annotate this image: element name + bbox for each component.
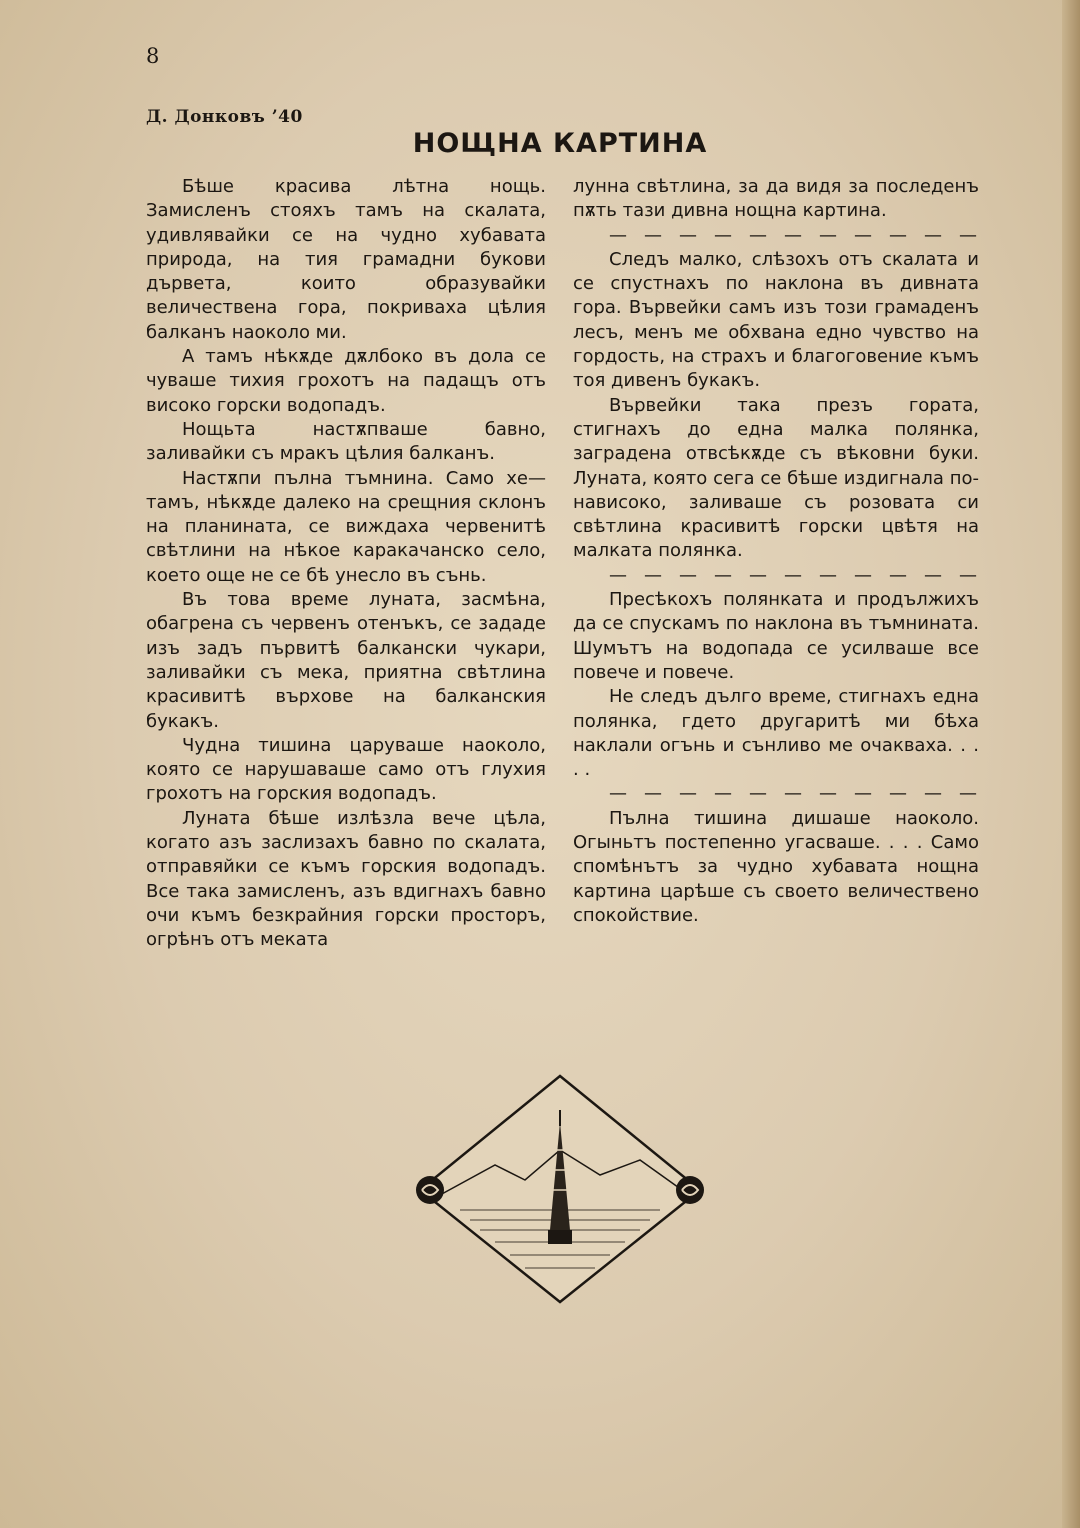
paragraph: Луната бѣше излѣзла вече цѣла, когато азъ заслизахъ бавно по скалата, отправяйки се къмъ горския водопадъ. Все така замисленъ, азъ вдигнахъ бавно очи къмъ безкрайния горски просторъ, огрѣнъ отъ меката [146,807,546,951]
paragraph: Настѫпи пълна тъмнина. Само хе—тамъ, нѣкѫде далеко на срещния склонъ на планината, се виждаха червенитѣ свѣтлини на нѣкое каракачанско село, което още не се бѣ унесло въ сънь. [146,467,546,586]
section-separator: — — — — — — — — — — — [609,224,979,246]
paragraph: Пълна тишина дишаше наоколо. Огыньтъ постепенно угасваше. . . . Само спомѣнътъ за чудно хубавата нощна картина царѣше съ своето величествено спокойствие. [573,807,979,926]
paragraph: А тамъ нѣкѫде дѫлбоко въ дола се чуваше тихия грохотъ на падащъ отъ високо горски водопадъ. [146,346,546,416]
page-number: 8 [146,44,160,68]
section-separator: — — — — — — — — — — — [609,783,979,805]
author-byline: Д. Донковъ ’40 [146,107,303,127]
right-column [573,175,979,928]
article-title: НОЩНА КАРТИНА [412,128,708,159]
paragraph: Нощьта настѫпваше бавно, заливайки съ мракъ цѣлия балканъ. [146,418,546,465]
paragraph: Пресѣкохъ полянката и продължихъ да се спускамъ по наклона въ тъмнината. Шумътъ на водопада се усилваше все повече и повече. [573,589,979,683]
paragraph: Чудна тишина царуваше наоколо, която се нарушаваше само отъ глухия грохотъ на горския водопадъ. [146,734,546,805]
left-column [146,175,546,953]
page-edge [1062,0,1080,1528]
paragraph: Вървейки така презъ гората, стигнахъ до една малка полянка, заградена отвсѣкѫде съ вѣковни буки. Луната, която сега се бѣше издигнала по-нависоко, заливаше съ розовата си свѣтлина красивитѣ горски цвѣтя на малката полянка. [573,394,979,562]
paragraph: Следъ малко, слѣзохъ отъ скалата и се спустнахъ по наклона въ дивната гора. Вървейки самъ изъ този грамаденъ лесъ, менъ ме обхвана едно чувство на гордость, на страхъ и благоговение къмъ тоя дивенъ букакъ. [573,248,979,392]
paragraph: Въ това време луната, засмѣна, обагрена съ червенъ отенъкъ, се зададе изъ задъ първитѣ балкански чукари, заливайки съ мека, приятна свѣтлина красивитѣ върхове на балканския букакъ. [146,589,546,732]
decorative-vignette [400,1070,720,1310]
paragraph: Бѣше красива лѣтна нощь. Замисленъ стояхъ тамъ на скалата, удивлявайки се на чудно хубавата природа, на тия грамадни букови дървета, които образувайки величествена гора, покриваха цѣлия балканъ наоколо ми. [146,176,546,343]
section-separator: — — — — — — — — — — — [609,564,979,586]
paragraph: Не следъ дълго време, стигнахъ една полянка, гдето другаритѣ ми бѣха наклали огънь и сънливо ме очакваха. . . . . [573,686,979,781]
paragraph-continuation: лунна свѣтлина, за да видя за последенъ пѫть тази дивна нощна картина. [573,176,979,222]
